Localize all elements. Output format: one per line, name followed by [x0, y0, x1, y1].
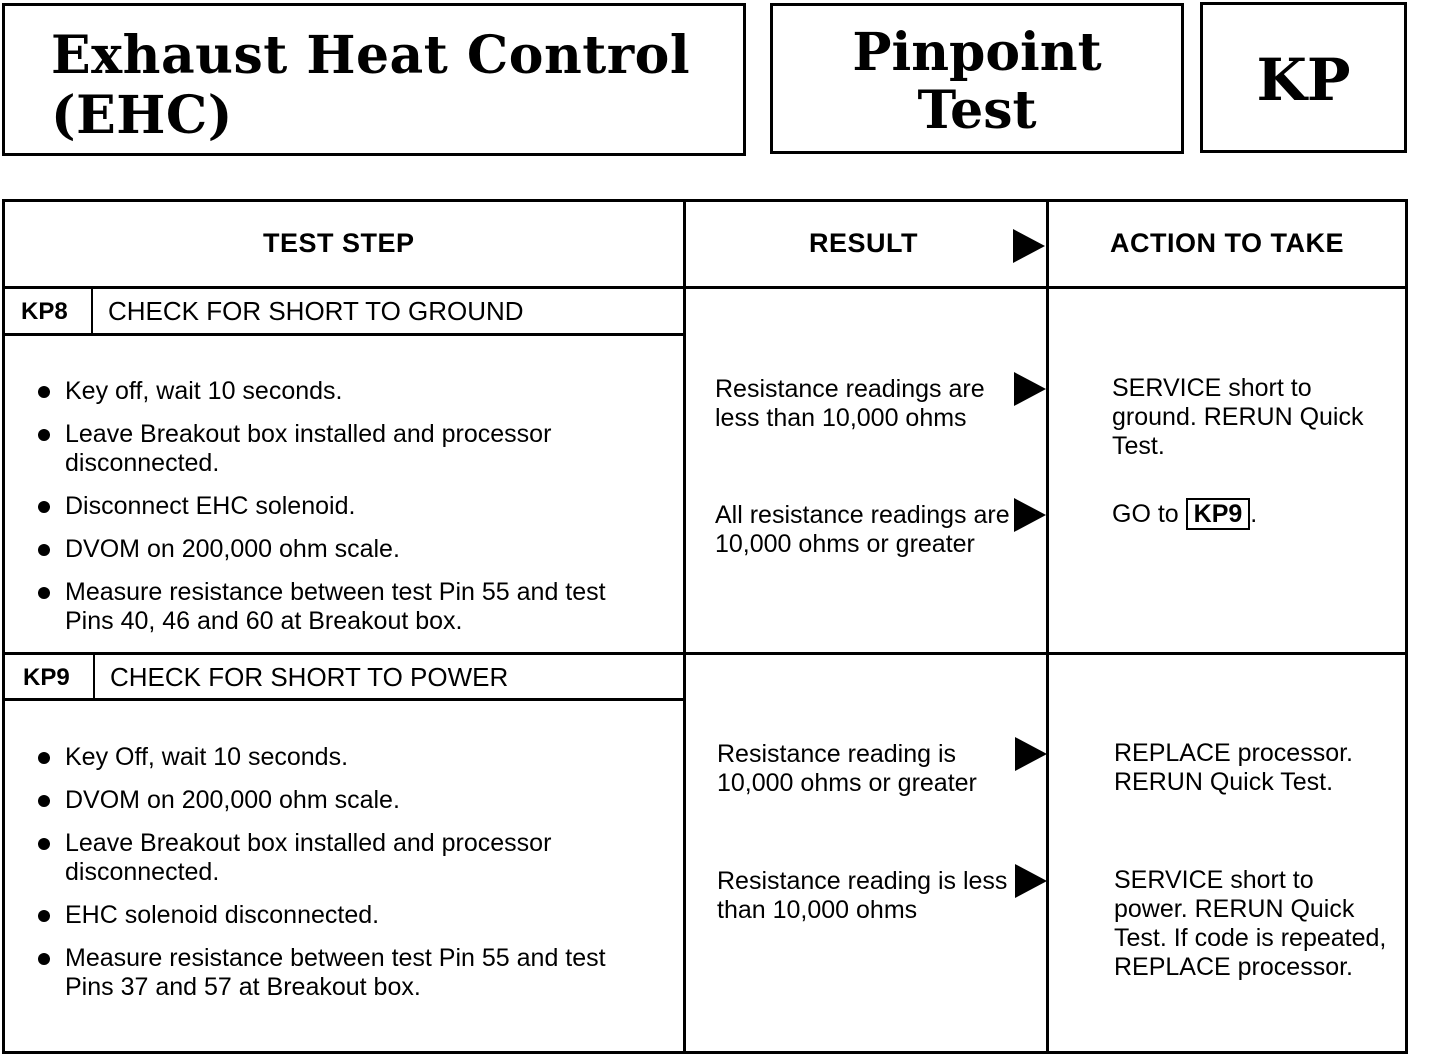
kp9-bullet-list — [35, 743, 635, 1016]
column-divider-1 — [683, 202, 686, 1051]
header-test-step: TEST STEP — [263, 228, 415, 258]
test-code: KP — [1256, 46, 1351, 114]
result-arrow-icon — [1014, 372, 1046, 406]
kp8-result-2: All resistance readings are 10,000 ohms or greater — [715, 501, 1010, 558]
list-item: Leave Breakout box installed and processor disconnected. — [35, 829, 635, 887]
kp8-id-divider — [91, 289, 93, 333]
list-item: EHC solenoid disconnected. — [35, 901, 635, 930]
kp9-action-1: REPLACE processor. RERUN Quick Test. — [1114, 739, 1353, 796]
kp9-step-id: KP9 — [23, 664, 70, 691]
header-divider — [5, 286, 1405, 289]
kp8-result-1: Resistance readings are less than 10,000 ohms — [715, 375, 985, 432]
list-item: Measure resistance between test Pin 55 and test Pins 37 and 57 at Breakout box. — [35, 944, 635, 1002]
kp9-reference-link[interactable]: KP9 — [1186, 498, 1251, 530]
title-line-1: Exhaust Heat Control — [51, 25, 691, 86]
list-item: Key off, wait 10 seconds. — [35, 377, 635, 406]
kp8-step-title: CHECK FOR SHORT TO GROUND — [108, 296, 524, 326]
result-arrow-icon — [1015, 737, 1047, 771]
doc-type-box — [770, 3, 1184, 154]
header-arrow-icon — [1013, 229, 1045, 263]
action-text: . — [1250, 500, 1258, 528]
kp9-title-underline — [5, 698, 683, 701]
doc-type-line-2: Test — [917, 80, 1037, 141]
column-divider-2 — [1046, 202, 1049, 1051]
doc-type-line-1: Pinpoint — [852, 22, 1102, 83]
list-item: Disconnect EHC solenoid. — [35, 492, 635, 521]
doc-type — [773, 24, 1181, 140]
kp8-action-2 — [1112, 498, 1402, 530]
kp8-title-underline — [5, 333, 683, 336]
kp8-step-id: KP8 — [21, 298, 68, 325]
list-item: Leave Breakout box installed and processor disconnected. — [35, 420, 635, 478]
action-text: GO to — [1112, 500, 1179, 528]
kp9-result-1: Resistance reading is 10,000 ohms or greater — [717, 740, 977, 797]
list-item: DVOM on 200,000 ohm scale. — [35, 786, 635, 815]
list-item: DVOM on 200,000 ohm scale. — [35, 535, 635, 564]
title-line-2: (EHC) — [51, 85, 233, 146]
kp9-action-2: SERVICE short to power. RERUN Quick Test. If code is repeated, REPLACE processor. — [1114, 866, 1387, 981]
kp8-bullet-list — [35, 377, 635, 650]
page-title — [51, 26, 690, 146]
kp9-id-divider — [93, 655, 95, 698]
row-divider — [5, 652, 1405, 655]
kp8-action-1: SERVICE short to ground. RERUN Quick Test. — [1112, 374, 1364, 460]
list-item: Key Off, wait 10 seconds. — [35, 743, 635, 772]
kp9-result-2: Resistance reading is less than 10,000 ohms — [717, 867, 1008, 924]
result-arrow-icon — [1014, 498, 1046, 532]
result-arrow-icon — [1015, 864, 1047, 898]
list-item: Measure resistance between test Pin 55 and test Pins 40, 46 and 60 at Breakout box. — [35, 578, 635, 636]
title-box — [2, 3, 746, 156]
code-box — [1200, 2, 1407, 153]
header-action: ACTION TO TAKE — [1110, 228, 1344, 258]
pinpoint-table — [2, 199, 1408, 1054]
kp9-step-title: CHECK FOR SHORT TO POWER — [110, 662, 509, 692]
header-result: RESULT — [809, 228, 918, 258]
